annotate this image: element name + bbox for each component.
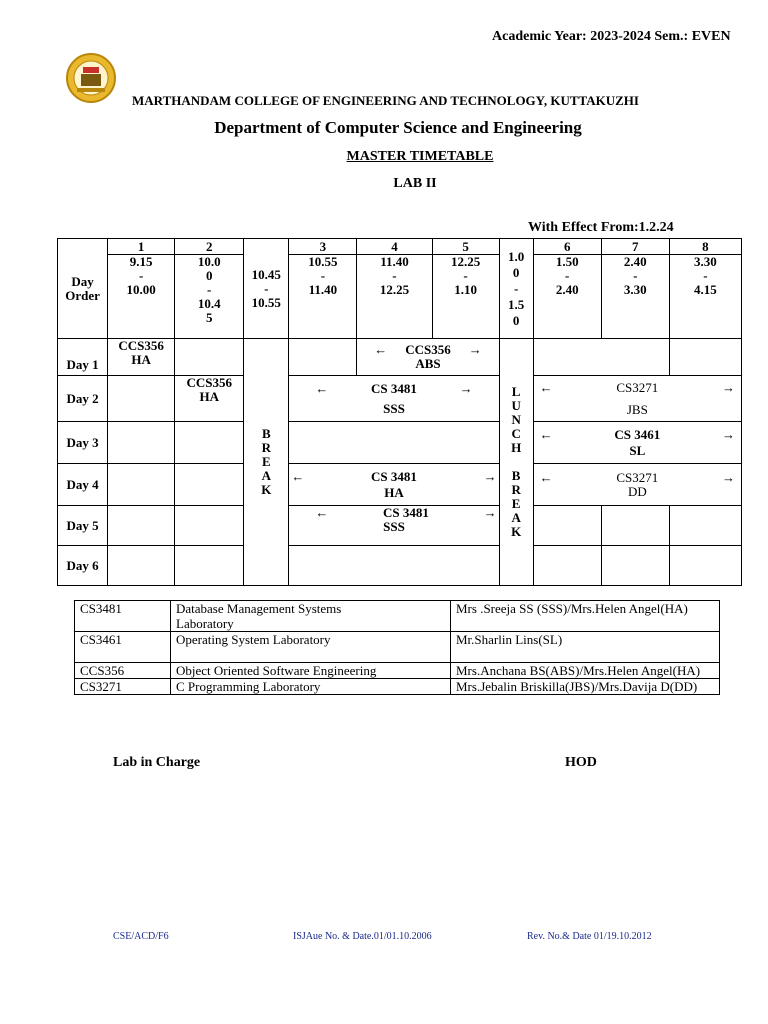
period-number: 6 <box>533 239 601 255</box>
slot-empty <box>289 546 499 586</box>
period-number: 7 <box>601 239 669 255</box>
break-column: B R E A K <box>244 339 289 586</box>
lab-name: LAB II <box>393 176 437 191</box>
period-number: 1 <box>108 239 175 255</box>
subject-code: CCS356 <box>405 342 451 357</box>
subject-code: CS 3481 <box>383 505 429 520</box>
slot-empty <box>669 339 741 376</box>
arrow-right-icon: → <box>483 505 497 520</box>
subject-name-cell: Object Oriented Software Engineering <box>171 663 451 679</box>
slot-empty <box>533 546 601 586</box>
slot-empty <box>108 376 175 422</box>
period-time: 9.15 - 10.00 <box>108 255 175 339</box>
day-label: Day 6 <box>58 546 108 586</box>
slot-empty <box>289 339 357 376</box>
master-timetable <box>57 238 742 586</box>
document-title: MASTER TIMETABLE <box>346 149 494 164</box>
arrow-left-icon: ← <box>315 380 329 396</box>
subject-code-cell: CS3271 <box>75 679 171 695</box>
slot-day1-p1: CCS356 HA <box>108 339 175 376</box>
slot-empty <box>289 422 499 464</box>
subject-code: CS 3481 <box>371 380 417 396</box>
slot-empty <box>108 506 175 546</box>
day-label: Day 4 <box>58 464 108 506</box>
staff-code: SL <box>629 442 646 458</box>
period-number: 2 <box>175 239 244 255</box>
arrow-left-icon: ← <box>539 379 553 395</box>
arrow-right-icon: → <box>483 468 497 484</box>
footer-issue: ISJAue No. & Date.01/01.10.2006 <box>293 931 432 942</box>
subject-code: CS 3461 <box>614 426 661 442</box>
arrow-left-icon: ← <box>315 505 329 520</box>
day-label: Day 3 <box>58 422 108 464</box>
slot-day3-p678 <box>533 422 741 464</box>
subject-code: CS3271 <box>616 469 659 485</box>
subject-name-cell: Operating System Laboratory <box>171 632 451 663</box>
arrow-right-icon: → <box>722 469 735 485</box>
period-time: 10.55 - 11.40 <box>289 255 357 339</box>
arrow-right-icon: → <box>722 379 735 395</box>
staff-cell: Mrs.Anchana BS(ABS)/Mrs.Helen Angel(HA) <box>451 663 720 679</box>
slot-empty <box>175 464 244 506</box>
staff-code: HA <box>384 484 404 500</box>
subject-name-cell: C Programming Laboratory <box>171 679 451 695</box>
slot-empty <box>669 546 741 586</box>
period-time: 10.0 0 - 10.4 5 <box>175 255 244 339</box>
table-row <box>75 663 720 679</box>
lab-in-charge-signature: Lab in Charge <box>113 755 201 770</box>
staff-cell: Mrs.Jebalin Briskilla(JBS)/Mrs.Davija D(DD) <box>451 679 720 695</box>
lunch-time: 1.0 0 - 1.5 0 <box>499 239 533 339</box>
day-label: Day 2 <box>58 376 108 422</box>
period-number: 5 <box>432 239 499 255</box>
slot-day2-p345 <box>289 376 499 422</box>
slot-day4-p678 <box>533 464 741 506</box>
staff-code: ABS <box>415 356 441 371</box>
subject-code-cell: CCS356 <box>75 663 171 679</box>
slot-day4-p345 <box>289 464 499 506</box>
slot-empty <box>108 464 175 506</box>
arrow-right-icon: → <box>468 342 482 357</box>
period-time: 11.40 - 12.25 <box>357 255 432 339</box>
subject-code-cell: CS3461 <box>75 632 171 663</box>
slot-day2-p2: CCS356 HA <box>175 376 244 422</box>
staff-cell: Mr.Sharlin Lins(SL) <box>451 632 720 663</box>
table-row <box>75 632 720 663</box>
effect-from: With Effect From:1.2.24 <box>528 220 674 235</box>
staff-code: JBS <box>626 401 648 417</box>
arrow-right-icon: → <box>722 426 735 442</box>
staff-cell: Mrs .Sreeja SS (SSS)/Mrs.Helen Angel(HA) <box>451 601 720 632</box>
slot-empty <box>108 422 175 464</box>
hod-signature: HOD <box>565 755 597 770</box>
slot-empty <box>533 506 601 546</box>
subject-code-cell: CS3481 <box>75 601 171 632</box>
table-row <box>75 601 720 632</box>
subject-code: CS 3481 <box>371 468 417 484</box>
subject-staff-table <box>74 600 720 695</box>
staff-code: DD <box>627 483 647 499</box>
footer-revision: Rev. No.& Date 01/19.10.2012 <box>527 931 652 942</box>
period-number: 8 <box>669 239 741 255</box>
arrow-left-icon: ← <box>374 342 388 357</box>
arrow-left-icon: ← <box>539 426 553 442</box>
slot-empty <box>175 422 244 464</box>
footer-form-code: CSE/ACD/F6 <box>113 931 169 942</box>
staff-code: SSS <box>383 519 405 534</box>
slot-empty <box>669 506 741 546</box>
lunch-column: L U N C H B R E A K <box>499 339 533 586</box>
slot-empty <box>175 506 244 546</box>
slot-empty <box>533 339 669 376</box>
break-time: 10.45 - 10.55 <box>244 239 289 339</box>
day-label: Day 5 <box>58 506 108 546</box>
staff-code: SSS <box>383 400 405 416</box>
academic-year: Academic Year: 2023-2024 Sem.: EVEN <box>492 29 731 44</box>
period-time: 1.50 - 2.40 <box>533 255 601 339</box>
period-number: 4 <box>357 239 432 255</box>
slot-empty <box>601 506 669 546</box>
subject-code: CS3271 <box>616 379 659 395</box>
slot-day1-p45 <box>357 339 499 376</box>
arrow-left-icon: ← <box>291 468 305 484</box>
college-name: MARTHANDAM COLLEGE OF ENGINEERING AND TECHNOLOGY, KUTTAKUZHI <box>132 93 639 108</box>
department-title: Department of Computer Science and Engineering <box>214 118 582 137</box>
slot-empty <box>175 339 244 376</box>
period-time: 12.25 - 1.10 <box>432 255 499 339</box>
period-time: 3.30 - 4.15 <box>669 255 741 339</box>
slot-day5-p345 <box>289 506 499 546</box>
day-order-header: Day Order <box>58 239 108 339</box>
slot-empty <box>108 546 175 586</box>
table-row <box>75 679 720 695</box>
slot-empty <box>175 546 244 586</box>
slot-empty <box>601 546 669 586</box>
subject-name-cell: Database Management Systems Laboratory <box>171 601 451 632</box>
arrow-left-icon: ← <box>539 469 553 485</box>
day-label: Day 1 <box>58 339 108 376</box>
period-number: 3 <box>289 239 357 255</box>
slot-day2-p678 <box>533 376 741 422</box>
period-time: 2.40 - 3.30 <box>601 255 669 339</box>
college-emblem-icon <box>62 52 120 104</box>
arrow-right-icon: → <box>459 380 473 396</box>
